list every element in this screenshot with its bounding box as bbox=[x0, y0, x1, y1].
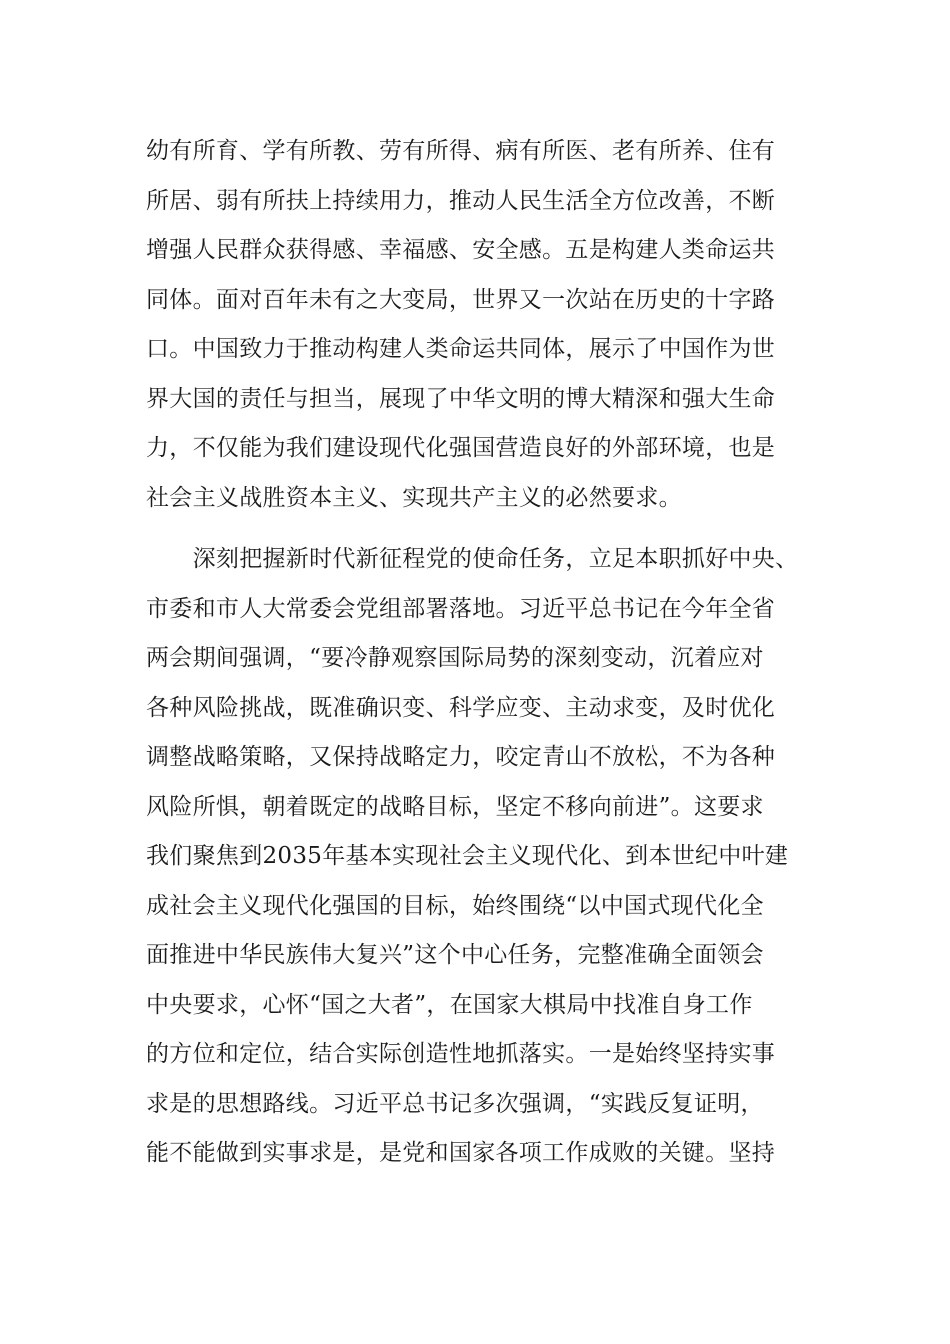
text-line: 幼有所育、学有所教、劳有所得、病有所医、老有所养、住有 bbox=[146, 138, 776, 164]
text-line: 两会期间强调，“要冷静观察国际局势的深刻变动，沉着应对 bbox=[146, 645, 764, 671]
text-line: 所居、弱有所扶上持续用力，推动人民生活全方位改善，不断 bbox=[146, 187, 776, 214]
text-line: 中央要求，心怀“国之大者”，在国家大棋局中找准自身工作 bbox=[146, 991, 753, 1018]
text-line: 我们聚焦到2035年基本实现社会主义现代化、到本世纪中叶建 bbox=[146, 843, 789, 869]
text-line: 求是的思想路线。习近平总书记多次强调，“实践反复证明， bbox=[146, 1090, 764, 1117]
text-line: 能不能做到实事求是，是党和国家各项工作成败的关键。坚持 bbox=[146, 1140, 776, 1166]
text-line: 市委和市人大常委会党组部署落地。习近平总书记在今年全省 bbox=[146, 595, 776, 622]
text-line: 的方位和定位，结合实际创造性地抓落实。一是始终坚持实事 bbox=[146, 1041, 776, 1067]
text-line: 风险所惧，朝着既定的战略目标，坚定不移向前进”。这要求 bbox=[146, 793, 764, 820]
text-line: 成社会主义现代化强国的目标，始终围绕“以中国式现代化全 bbox=[146, 892, 764, 919]
text-line: 各种风险挑战，既准确识变、科学应变、主动求变，及时优化 bbox=[146, 694, 776, 721]
text-line: 同体。面对百年未有之大变局，世界又一次站在历史的十字路 bbox=[146, 286, 776, 313]
text-line: 社会主义战胜资本主义、实现共产主义的必然要求。 bbox=[146, 484, 682, 511]
text-line: 增强人民群众获得感、幸福感、安全感。五是构建人类命运共 bbox=[146, 237, 776, 263]
text-line: 口。中国致力于推动构建人类命运共同体，展示了中国作为世 bbox=[146, 336, 776, 362]
paragraph-2 bbox=[146, 535, 806, 1179]
text-line: 面推进中华民族伟大复兴”这个中心任务，完整准确全面领会 bbox=[146, 942, 764, 968]
text-line: 力，不仅能为我们建设现代化强国营造良好的外部环境，也是 bbox=[146, 435, 776, 461]
text-line: 深刻把握新时代新征程党的使命任务，立足本职抓好中央、 bbox=[146, 546, 799, 572]
text-line: 调整战略策略，又保持战略定力，咬定青山不放松，不为各种 bbox=[146, 744, 776, 770]
paragraph-1 bbox=[146, 127, 806, 523]
text-line: 界大国的责任与担当，展现了中华文明的博大精深和强大生命 bbox=[146, 385, 776, 412]
